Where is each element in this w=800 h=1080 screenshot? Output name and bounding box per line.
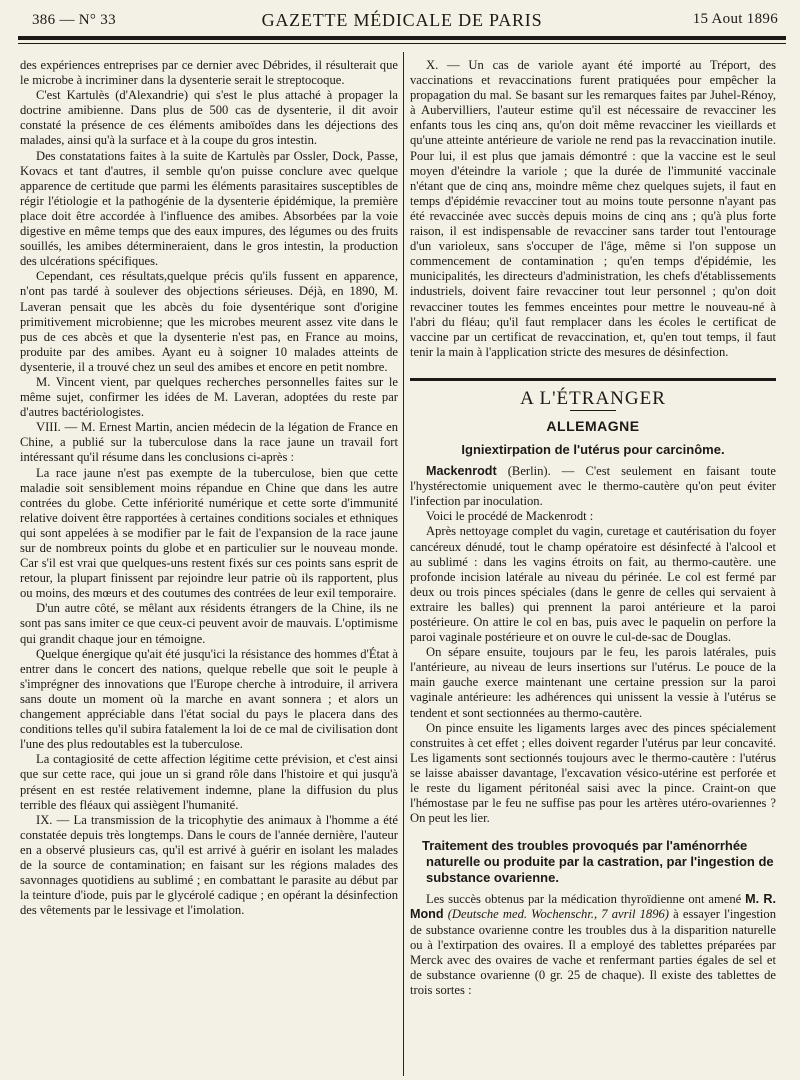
body-text: à essayer l'ingestion de substance ovarienne contre les troubles dus à la disparition naturelle ou à l'extirpation des ovaires. Il a employé des tablettes préparées par Merck avec des ovaires de vache et renfermant parties égales de sel et de substance ovarienne (0 gr. 25 de chaque). Il existe des tablettes de trois sortes : — [410, 907, 776, 997]
journal-title: GAZETTE MÉDICALE DE PARIS — [261, 10, 543, 30]
author-name: M. R. Mond — [410, 892, 776, 922]
paragraph: La race jaune n'est pas exempte de la tuberculose, bien que cette maladie soit sensiblement moins répandue en Chine que dans les autre contrées du globe. Cette infériorité numérique et cette sorte d'immunité relative doivent être rapportées à certaines conditions sociales et ethniques qui sont appelées à se modifier par le fait de l'expansion de la race jaune sur de nombreux points du globe et en particulier sur le nouveau monde. Car s'il est vrai que quelques-uns restent fixés sur ces points sans esprit de retour, la plupart finissent par rejoindre leur patrie où ils rapportent, plus ou moins, des mœurs et des coutumes des contrées de leur exil temporaire. — [20, 465, 398, 601]
paragraph: des expériences entreprises par ce dernier avec Débrides, il résulterait que le microbe à incriminer dans la dysenterie serait le streptocoque. — [20, 58, 398, 88]
header-rule-thin — [18, 43, 786, 44]
author-name: Mackenrodt — [426, 464, 497, 479]
left-column — [20, 58, 398, 1076]
paragraph: Des constatations faites à la suite de Kartulès par Ossler, Dock, Passe, Kovacs et tant d'autres, il semble qu'on puisse conclure avec quelque apparence de certitude que parmi les éléments parasitaires susceptibles de régir l'étiologie et la pathogénie de la dysenterie épidémique, la première place doit être accordée à l'influence des amibes. Absorbées par la voie digestive en même temps que des eaux impures, des légumes ou des fruits souillés, les amibes détermineraient, dans le gros intestin, la production des ulcérations spécifiques. — [20, 148, 398, 269]
source-citation: (Deutsche med. Wochenschr., 7 avril 1896) — [447, 907, 670, 922]
page-number: 386 — N° 33 — [32, 12, 116, 28]
paragraph: D'un autre côté, se mêlant aux résidents étrangers de la Chine, ils ne sont pas sans imiter ce que ceux-ci peuvent avoir de mauvais. L'optimisme qui grandit chaque jour en témoigne. — [20, 601, 398, 646]
header-rule-thick — [18, 36, 786, 40]
intro-text: Les succès obtenus par la médication thyroïdienne ont amené — [426, 892, 742, 907]
paragraph: On sépare ensuite, toujours par le feu, les parois latérales, puis l'antérieure, au niveau de leurs insertions sur l'utérus. Le pouce de la main gauche exerce maintenant une certaine pression sur la paroi vaginale antérieure: les adhérences qui unissent la vessie à l'utérus se tendent et sont sectionnées au thermo-cautère. — [410, 645, 776, 720]
section-rule — [410, 378, 776, 381]
paragraph: Quelque énergique qu'ait été jusqu'ici la résistance des hommes d'État à entrer dans le concert des nations, quelque rebelle que soit le peuple à s'imprégner des innovations que l'Europe cherche à introduire, il arrivera sans doute un moment où la marche en avant sonnera ; et alors un changement appréciable dans l'état social du pays le placera dans des conditions telles qu'il subira fatalement la loi de ce mal de civilisation dont l'une des plus redoutables est la tuberculose. — [20, 646, 398, 752]
article-title: Traitement des troubles provoqués par l'aménorrhée naturelle ou produite par la castration, par l'ingestion de substance ovarienne. — [422, 838, 774, 886]
issue-date: 15 Aout 1896 — [692, 11, 778, 27]
article-title: Igniextirpation de l'utérus pour carcinôme. — [461, 442, 725, 458]
paragraph: M. Vincent vient, par quelques recherches personnelles faites sur le même sujet, confirmer les idées de M. Laveran, adoptées du reste par d'autres bactériologistes. — [20, 374, 398, 420]
paragraph: X. — Un cas de variole ayant été importé au Tréport, des vaccinations et revaccinations furent pratiquées pour empêcher la propagation du mal. Se basant sur les remarques faites par Juhel-Rénoy, à Aubervilliers, l'auteur estime qu'il est nécessaire de revacciner les enfants tous les cinq ans, qu'on doit même revacciner les vieillards et qu'une atteinte antérieure de variole ne rend pas la revaccination inutile. Pour lui, il est plus que jamais démontré : que la vaccine est le seul moyen d'éteindre la variole ; que la durée de l'immunité vaccinale n'étant que de cinq ans, moindre même chez quelques sujets, il faut en temps d'épidémie revacciner tout au moins toute personne n'ayant pas été revaccinée avec succès depuis moins de cinq ans ; qu'à plus forte raison, il est indispensable de revacciner sans tarder tout l'entourage d'un varioleux, sans s'occuper de l'âge, même si l'on suppose un commencement de contamination ; qu'en temps d'épidémie, les municipalités, les directeurs d'administration, les chefs d'établissements industriels, doivent faire revacciner tout leur personnel ; qu'on doit revacciner toutes les femmes enceintes pour mettre le nouveau-né à l'abri du fléau; qu'il faut remplacer dans les écoles le certificat de vaccine par un certificat de revaccination, et, qu'en tout temps, il faut tenir la main à l'application stricte des mesures de désinfection. — [410, 58, 776, 359]
paragraph: Voici le procédé de Mackenrodt : — [426, 509, 594, 524]
lead-text: (Berlin). — C'est seulement en faisant toute l'hystérectomie uniquement avec le thermo-cautère qu'on peut éviter l'infection par inoculation. — [410, 464, 776, 509]
page-header — [18, 8, 786, 30]
paragraph: IX. — La transmission de la tricophytie des animaux à l'homme a été constatée depuis très longtemps. Dans le cours de l'année dernière, l'auteur en a observé plusieurs cas, qu'il est arrivé à guérir en isolant les malades de la source de contamination; en faisant sur les régions malades des savonnages quotidiens au sublimé ; en combattant le parasite au début par la teinture d'iode, puis par le glycérolé cadique ; en opérant la désinfection des vêtements par le lessivage et l'imolation. — [20, 812, 398, 918]
article-body — [410, 892, 776, 998]
paragraph: La contagiosité de cette affection légitime cette prévision, et c'est ainsi que sur cette race, qui joue un si grand rôle dans l'histoire et qui jusqu'à présent en est restée relativement indemne, plane la diffusion du plus terrible des fléaux qui assiègent l'humanité. — [20, 752, 398, 812]
paragraph: C'est Kartulès (d'Alexandrie) qui s'est le plus attaché à propager la doctrine amibienne. Dans plus de 500 cas de dysenterie, il dit avoir constaté la présence de ces éléments amiboïdes dans les déjections des malades, ainsi qu'à la surface et à la coupe du gros intestin. — [20, 88, 398, 148]
paragraph: On pince ensuite les ligaments larges avec des pinces spécialement construites à cet effet ; elles doivent regarder l'utérus par leur concavité. Les ligaments sont sectionnés toujours avec le thermo-cautère : l'utérus se laisse abaisser davantage, l'excavation vésico-utérine est perforée et le reste du ligament péritonéal saisi avec la pince. Craint-on que l'hémostase par le feu ne suffise pas pour les artères utéro-ovariennes ? On peut les lier. — [410, 720, 776, 826]
section-title: A L'ÉTRANGER — [520, 387, 666, 409]
country-heading: ALLEMAGNE — [546, 417, 640, 434]
column-divider — [403, 52, 404, 1076]
title-underline — [570, 410, 616, 411]
article-lead — [410, 464, 776, 509]
right-column — [410, 58, 776, 1076]
paragraph: Après nettoyage complet du vagin, curetage et cautérisation du foyer cancéreux dénudé, tout le champ opératoire est désinfecté à l'alcool et au sublimé : dans les vagins étroits on fait, au thermo-cautère. une profonde incision latérale au niveau du périnée. Le col est fermé par deux ou trois pinces spéciales (dans le genre de celles qui servaient à extraire les balles) qui prennent la paroi antérieure et la paroi postérieure. On attire le col en bas, puis avec le paquelin on perfore la paroi vaginale postérieure et on ouvre le cul-de-sac de Douglas. — [410, 524, 776, 645]
paragraph: Cependant, ces résultats,quelque précis qu'ils fussent en apparence, n'ont pas tardé à soulever des objections sérieuses. Déjà, en 1890, M. Laveran pensait que les abcès du foie dysentérique sont d'origine primitivement microbienne; que les microbes meurent assez vite dans le pus de ces abcès et que la dysenterie n'est pas, en France au moins, produite par des amibes. Ayant eu à soigner 10 malades atteints de dysenterie, il a trouvé chez un seul des amibes et encore en petit nombre. — [20, 269, 398, 374]
paragraph: VIII. — M. Ernest Martin, ancien médecin de la légation de France en Chine, a publié sur la tuberculose dans la race jaune un travail fort intéressant qu'il résume dans les conclusions ci-après : — [20, 420, 398, 465]
